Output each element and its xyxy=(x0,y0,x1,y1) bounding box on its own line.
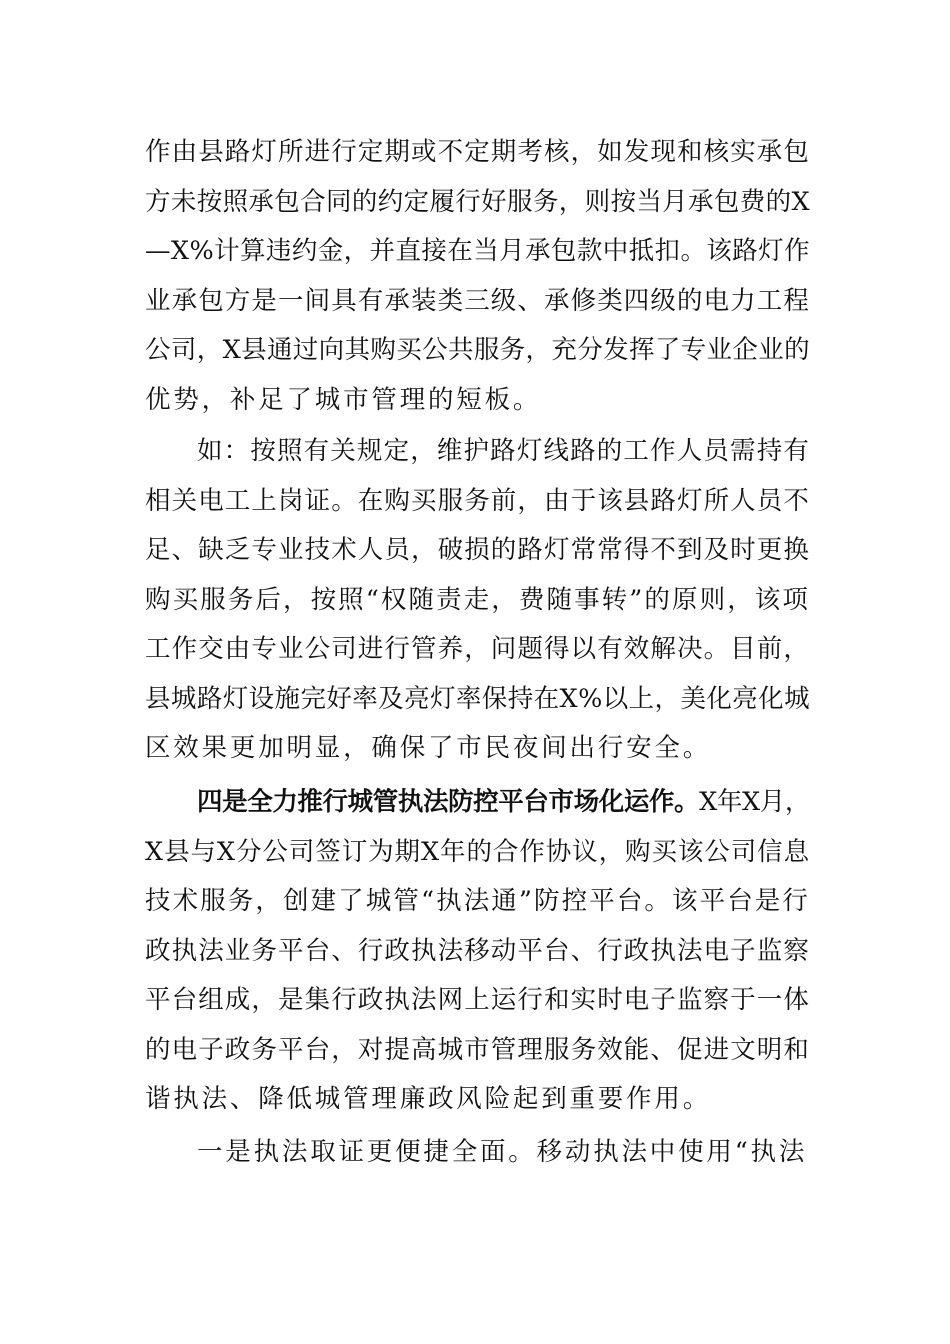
paragraph-3 xyxy=(145,778,810,1125)
paragraph-1 xyxy=(145,128,810,425)
text-line: 一是执法取证更便捷全面。移动执法中使用“执法 xyxy=(197,1137,808,1167)
section-heading: 四是全力推行城管执法防控平台市场化运作。 xyxy=(197,787,700,817)
text-line: 技术服务，创建了城管“执法通”防控平台。该平台是行 xyxy=(145,886,810,916)
text-run: X年X月， xyxy=(699,787,810,817)
text-line: 购买服务后，按照“权随责走，费随事转”的原则，该项 xyxy=(145,584,810,615)
text-line: 县城路灯设施完好率及亮灯率保持在X%以上，美化亮化城 xyxy=(145,683,810,714)
text-line: 方未按照承包合同的约定履行好服务，则按当月承包费的X xyxy=(145,186,810,217)
paragraph-4 xyxy=(145,1128,810,1178)
text-line: X县与X分公司签订为期X年的合作协议，购买该公司信息 xyxy=(145,836,810,867)
text-line: 足、缺乏专业技术人员，破损的路灯常常得不到及时更换 xyxy=(145,535,810,565)
text-line: 公司，X县通过向其购买公共服务，充分发挥了专业企业的 xyxy=(145,335,810,365)
text-line xyxy=(145,778,810,828)
text-line: 平台组成，是集行政执法网上运行和实时电子监察于一体 xyxy=(145,985,810,1015)
paragraph-2 xyxy=(145,427,810,774)
text-line: —X%计算违约金，并直接在当月承包款中抵扣。该路灯作 xyxy=(145,236,810,266)
text-line: 相关电工上岗证。在购买服务前，由于该县路灯所人员不 xyxy=(145,485,810,516)
text-line: 工作交由专业公司进行管养，问题得以有效解决。目前， xyxy=(145,634,810,664)
text-line: 的电子政务平台，对提高城市管理服务效能、促进文明和 xyxy=(145,1034,810,1065)
text-line: 政执法业务平台、行政执法移动平台、行政执法电子监察 xyxy=(145,935,810,966)
text-line: 谐执法、降低城管理廉政风险起到重要作用。 xyxy=(145,1084,712,1114)
text-line: 作由县路灯所进行定期或不定期考核，如发现和核实承包 xyxy=(145,137,810,167)
text-line: 如：按照有关规定，维护路灯线路的工作人员需持有 xyxy=(197,436,810,466)
text-line: 业承包方是一间具有承装类三级、承修类四级的电力工程 xyxy=(145,285,810,316)
text-line: 区效果更加明显，确保了市民夜间出行安全。 xyxy=(145,733,712,763)
text-line: 优势，补足了城市管理的短板。 xyxy=(145,384,542,415)
